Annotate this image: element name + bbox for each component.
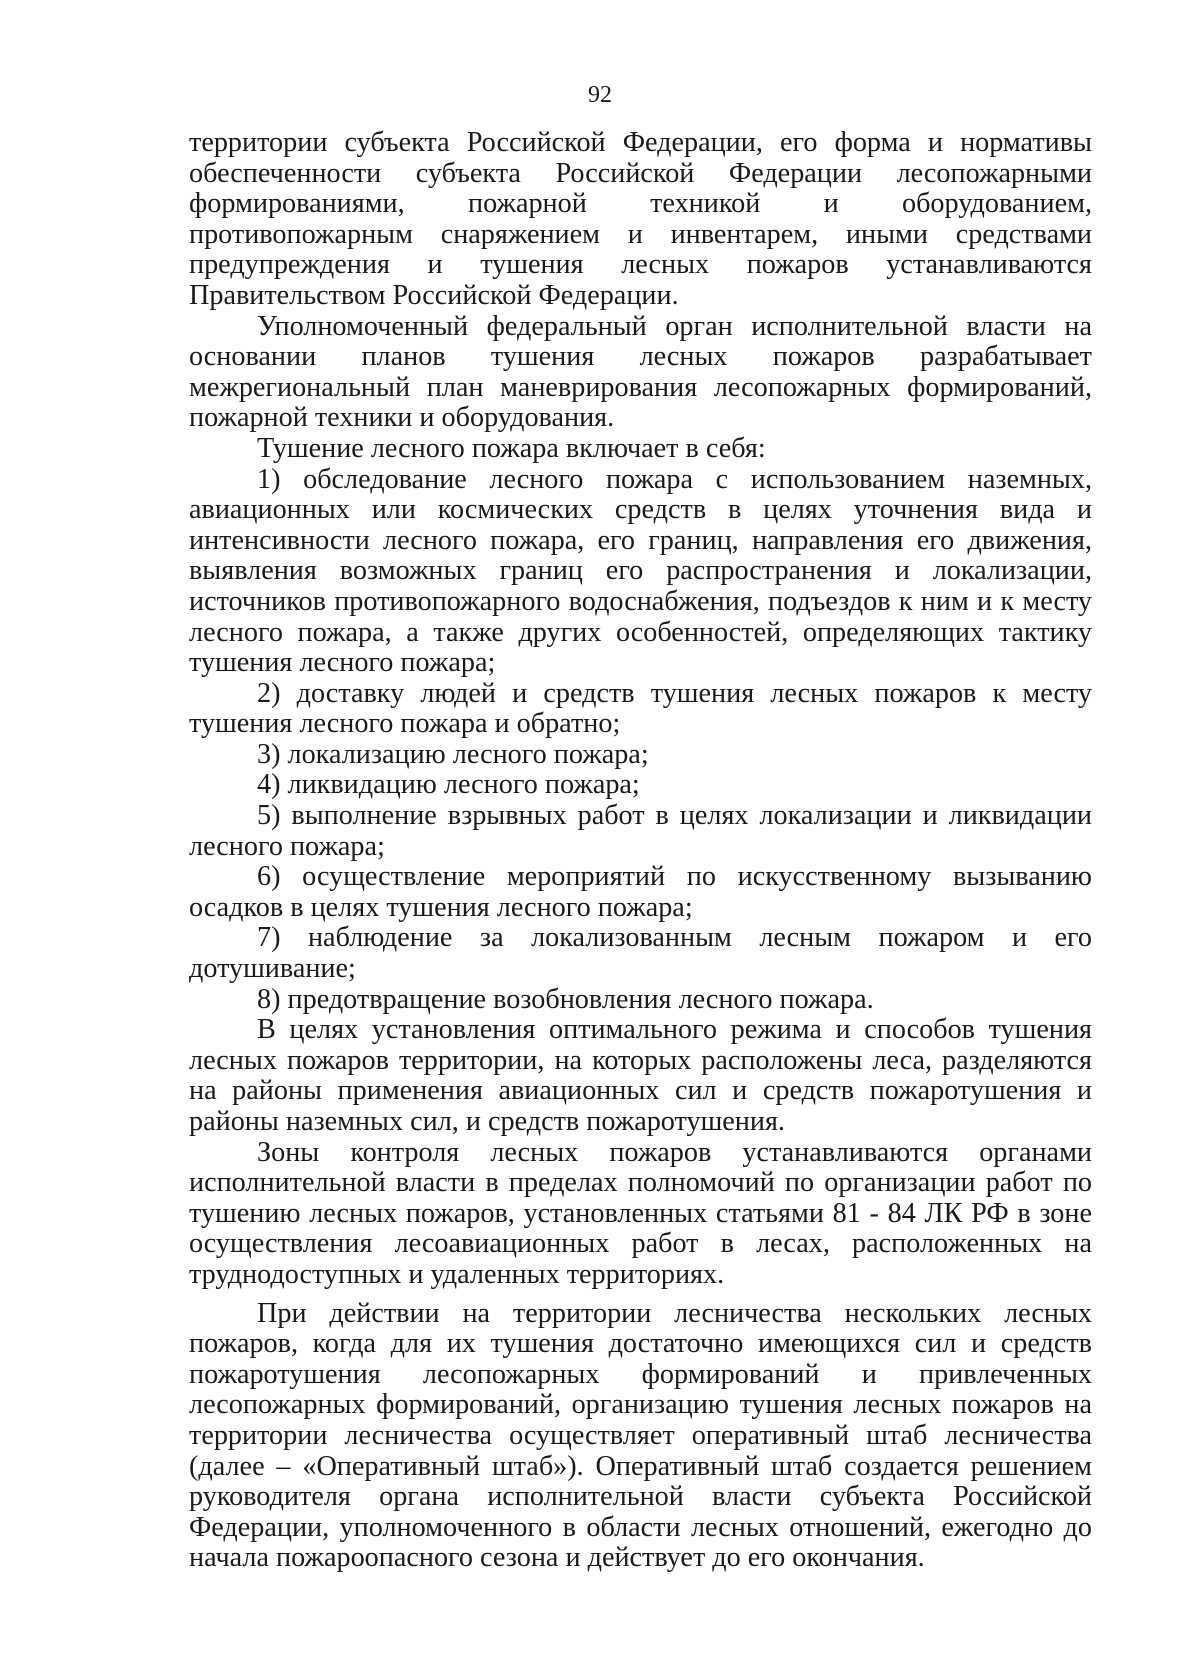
list-item-7: 7) наблюдение за локализованным лесным пожаром и его дотушивание; — [189, 922, 1092, 985]
paragraph-districts: В целях установления оптимального режима и способов тушения лесных пожаров территории, на которых расположены леса, разделяются на районы применения авиационных сил и средств пожаротушения и районы наземных сил, и средств пожаротушения. — [189, 1014, 1092, 1137]
paragraph-extinguishing-includes: Тушение лесного пожара включает в себя: — [257, 432, 766, 464]
paragraph-control-zones: Зоны контроля лесных пожаров устанавливаются органами исполнительной власти в пределах полномочий по организации работ по тушению лесных пожаров, установленных статьями 81 - 84 ЛК РФ в зоне осуществления лесоавиационных работ в лесах, расположенных на труднодоступных и удаленных территориях. — [189, 1136, 1092, 1290]
list-item-5: 5) выполнение взрывных работ в целях локализации и ликвидации лесного пожара; — [189, 800, 1092, 862]
list-item-4: 4) ликвидацию лесного пожара; — [257, 769, 640, 801]
list-item-2: 2) доставку людей и средств тушения лесных пожаров к месту тушения лесного пожара и обратно; — [189, 677, 1092, 740]
paragraph-interregional-plan: Уполномоченный федеральный орган исполнительной власти на основании планов тушения лесных пожаров разрабатывает межрегиональный план маневрирования лесопожарных формирований, пожарной техники и оборудования. — [189, 310, 1092, 434]
document-body — [189, 128, 1092, 1574]
list-item-6: 6) осуществление мероприятий по искусственному вызыванию осадков в целях тушения лесного пожара; — [189, 861, 1092, 923]
paragraph-continuation: территории субъекта Российской Федерации, его форма и нормативы обеспеченности субъекта Российской Федерации лесопожарными формированиями, пожарной техникой и оборудованием, противопожарным снаряжением и инвентарем, иными средствами предупреждения и тушения лесных пожаров устанавливаются Правительством Российской Федерации. — [189, 127, 1092, 311]
page-number: 92 — [588, 82, 612, 108]
list-item-1: 1) обследование лесного пожара с использованием наземных, авиационных или космических средств в целях уточнения вида и интенсивности лесного пожара, его границ, направления его движения, выявления возможных границ его распространения и локализации, источников противопожарного водоснабжения, подъездов к ним и к месту лесного пожара, а также других особенностей, определяющих тактику тушения лесного пожара; — [189, 463, 1092, 679]
list-item-8: 8) предотвращение возобновления лесного пожара. — [257, 983, 874, 1015]
paragraph-operational-headquarters: При действии на территории лесничества нескольких лесных пожаров, когда для их тушения достаточно имеющихся сил и средств пожаротушения лесопожарных формирований и привлеченных лесопожарных формирований, организацию тушения лесных пожаров на территории лесничества осуществляет оперативный штаб лесничества (далее – «Оперативный штаб»). Оперативный штаб создается решением руководителя органа исполнительной власти субъекта Российской Федерации, уполномоченного в области лесных отношений, ежегодно до начала пожароопасного сезона и действует до его окончания. — [189, 1297, 1092, 1574]
list-item-3: 3) локализацию лесного пожара; — [257, 738, 649, 770]
